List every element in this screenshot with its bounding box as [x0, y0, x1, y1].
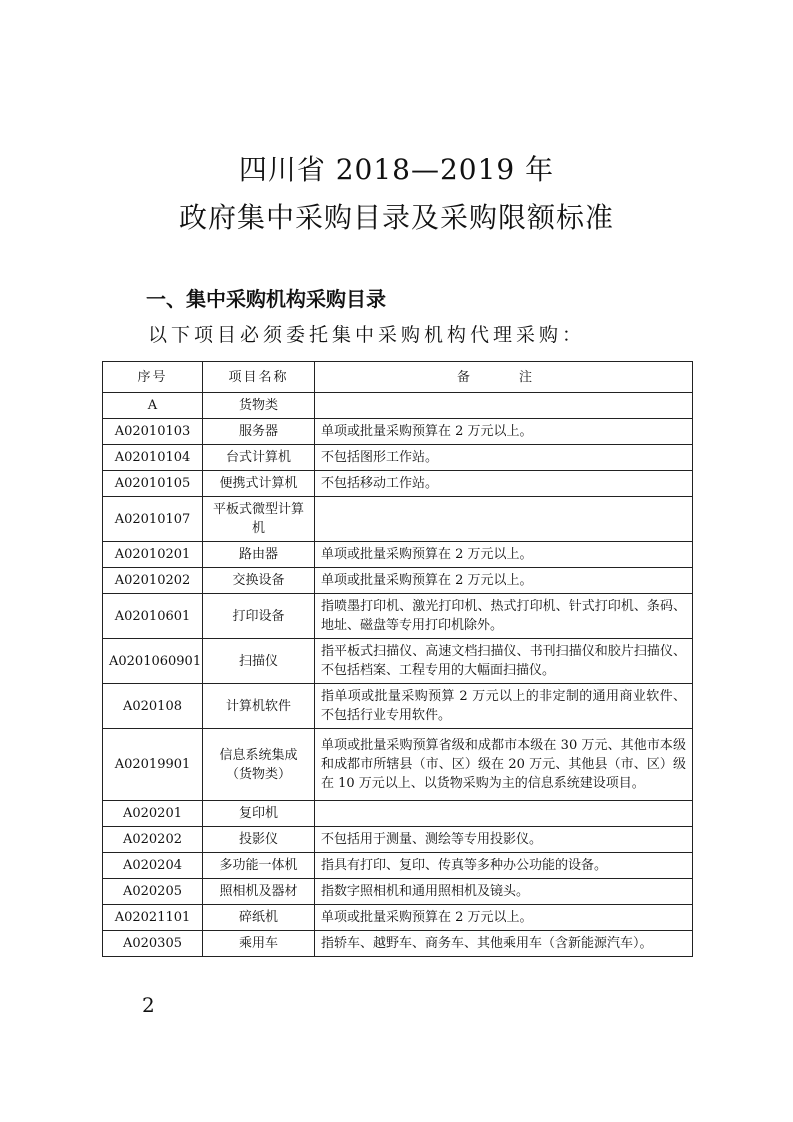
document-title-line2: 政府集中采购目录及采购限额标准 — [178, 201, 614, 234]
row-note: 不包括移动工作站。 — [315, 471, 693, 497]
table-row — [103, 931, 693, 957]
row-code: A02010601 — [103, 594, 203, 639]
row-note: 指数字照相机和通用照相机及镜头。 — [315, 879, 693, 905]
row-code: A02019901 — [103, 729, 203, 801]
section-heading: 一、集中采购机构采购目录 — [146, 287, 386, 311]
row-note: 单项或批量采购预算在 2 万元以上。 — [315, 542, 693, 568]
row-code: A02010105 — [103, 471, 203, 497]
row-item-name: 路由器 — [203, 542, 315, 568]
table-row — [103, 471, 693, 497]
row-note: 指单项或批量采购预算 2 万元以上的非定制的通用商业软件、不包括行业专用软件。 — [315, 684, 693, 729]
row-code: A02010103 — [103, 419, 203, 445]
row-item-name: 便携式计算机 — [203, 471, 315, 497]
row-item-name: 平板式微型计算机 — [203, 497, 315, 542]
row-code: A02010202 — [103, 568, 203, 594]
table-body — [103, 393, 693, 957]
table-row — [103, 684, 693, 729]
table-row — [103, 879, 693, 905]
table-header-row — [103, 362, 693, 393]
row-item-name: 信息系统集成（货物类） — [203, 729, 315, 801]
table-row — [103, 419, 693, 445]
row-code: A02010201 — [103, 542, 203, 568]
row-item-name: 照相机及器材 — [203, 879, 315, 905]
row-code: A02010107 — [103, 497, 203, 542]
table-row — [103, 393, 693, 419]
row-code: A02021101 — [103, 905, 203, 931]
row-note: 指具有打印、复印、传真等多种办公功能的设备。 — [315, 853, 693, 879]
table-row — [103, 542, 693, 568]
row-item-name: 货物类 — [203, 393, 315, 419]
row-note: 单项或批量采购预算在 2 万元以上。 — [315, 568, 693, 594]
procurement-table — [102, 361, 693, 957]
row-item-name: 多功能一体机 — [203, 853, 315, 879]
row-code: A — [103, 393, 203, 419]
row-item-name: 打印设备 — [203, 594, 315, 639]
row-note: 不包括图形工作站。 — [315, 445, 693, 471]
row-code: A0201060901 — [103, 639, 203, 684]
row-note: 单项或批量采购预算在 2 万元以上。 — [315, 905, 693, 931]
intro-text: 以下项目必须委托集中采购机构代理采购： — [148, 324, 586, 346]
row-item-name: 乘用车 — [203, 931, 315, 957]
row-note — [315, 497, 693, 542]
row-note — [315, 801, 693, 827]
row-code: A020201 — [103, 801, 203, 827]
row-note: 指平板式扫描仪、高速文档扫描仪、书刊扫描仪和胶片扫描仪、不包括档案、工程专用的大幅面扫描仪。 — [315, 639, 693, 684]
row-code: A020204 — [103, 853, 203, 879]
row-item-name: 台式计算机 — [203, 445, 315, 471]
header-seq: 序号 — [103, 362, 203, 393]
table-row — [103, 853, 693, 879]
table-row — [103, 497, 693, 542]
table-row — [103, 729, 693, 801]
row-item-name: 投影仪 — [203, 827, 315, 853]
row-note — [315, 393, 693, 419]
row-item-name: 扫描仪 — [203, 639, 315, 684]
row-note: 指轿车、越野车、商务车、其他乘用车（含新能源汽车）。 — [315, 931, 693, 957]
row-code: A02010104 — [103, 445, 203, 471]
row-item-name: 碎纸机 — [203, 905, 315, 931]
row-item-name: 计算机软件 — [203, 684, 315, 729]
table-row — [103, 827, 693, 853]
row-code: A020305 — [103, 931, 203, 957]
row-code: A020108 — [103, 684, 203, 729]
row-item-name: 交换设备 — [203, 568, 315, 594]
document-title-line1: 四川省 2018—2019 年 — [238, 153, 555, 186]
table-row — [103, 801, 693, 827]
row-code: A020202 — [103, 827, 203, 853]
row-note: 不包括用于测量、测绘等专用投影仪。 — [315, 827, 693, 853]
table-row — [103, 568, 693, 594]
header-note: 备 注 — [315, 362, 693, 393]
row-item-name: 复印机 — [203, 801, 315, 827]
page-number: 2 — [142, 993, 155, 1017]
table-row — [103, 594, 693, 639]
row-note: 单项或批量采购预算省级和成都市本级在 30 万元、其他市本级和成都市所辖县（市、区）级在 20 万元、其他县（市、区）级在 10 万元以上、以货物采购为主的信息系统建设项目。 — [315, 729, 693, 801]
header-item-name: 项目名称 — [203, 362, 315, 393]
row-code: A020205 — [103, 879, 203, 905]
table-row — [103, 639, 693, 684]
row-note: 单项或批量采购预算在 2 万元以上。 — [315, 419, 693, 445]
table-row — [103, 905, 693, 931]
table-row — [103, 445, 693, 471]
row-item-name: 服务器 — [203, 419, 315, 445]
row-note: 指喷墨打印机、激光打印机、热式打印机、针式打印机、条码、地址、磁盘等专用打印机除外。 — [315, 594, 693, 639]
